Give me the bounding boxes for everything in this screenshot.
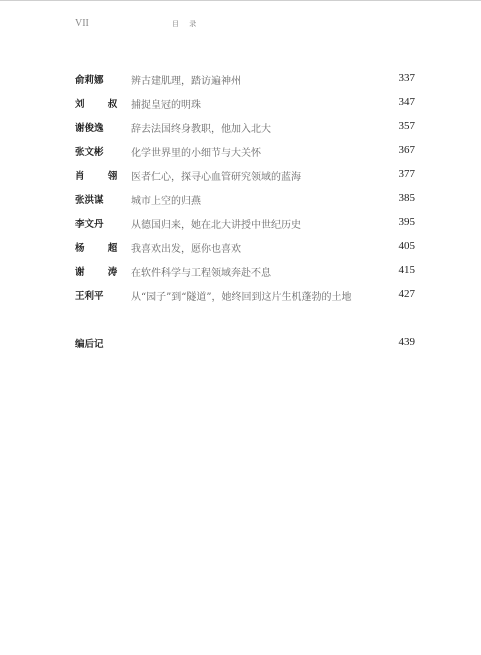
toc-page: 367 xyxy=(398,144,415,156)
toc-author: 刘 叔 xyxy=(75,99,128,110)
toc-entry xyxy=(75,118,415,142)
running-title: 目 录 xyxy=(172,20,201,28)
toc-title: 我喜欢出发，愿你也喜欢 xyxy=(131,244,241,255)
toc-page: 357 xyxy=(398,120,415,132)
toc-page: 377 xyxy=(398,168,415,180)
toc-entry xyxy=(75,286,415,310)
toc-title: 从“园子”到“隧道”，她终回到这片生机蓬勃的土地 xyxy=(131,292,352,303)
toc-author: 王利平 xyxy=(75,291,104,302)
toc-author: 杨 超 xyxy=(75,243,128,254)
toc-page: 415 xyxy=(398,264,415,276)
toc-title: 在软件科学与工程领域奔赴不息 xyxy=(131,268,271,279)
toc-entry xyxy=(75,94,415,118)
toc-author: 谢俊逸 xyxy=(75,123,104,134)
afterword-label: 编后记 xyxy=(75,339,104,350)
top-rule xyxy=(0,0,481,1)
toc-page: 385 xyxy=(398,192,415,204)
afterword-page: 439 xyxy=(398,336,415,348)
toc-page: 395 xyxy=(398,216,415,228)
toc-entry xyxy=(75,190,415,214)
toc-title: 化学世界里的小细节与大关怀 xyxy=(131,148,261,159)
toc-afterword xyxy=(75,336,415,352)
toc-title: 从德国归来，她在北大讲授中世纪历史 xyxy=(131,220,301,231)
toc-title: 捕捉皇冠的明珠 xyxy=(131,100,201,111)
page-number: VII xyxy=(75,18,89,29)
toc-page: 347 xyxy=(398,96,415,108)
toc-page: 337 xyxy=(398,72,415,84)
toc-title: 城市上空的归燕 xyxy=(131,196,201,207)
toc-title: 辨古建肌理，踏访遍神州 xyxy=(131,76,241,87)
toc-entry xyxy=(75,166,415,190)
toc-entry xyxy=(75,70,415,94)
toc-page: 405 xyxy=(398,240,415,252)
toc-author: 肖 翎 xyxy=(75,171,128,182)
toc-title: 医者仁心，探寻心血管研究领域的蓝海 xyxy=(131,172,301,183)
page-header xyxy=(75,18,415,32)
toc-entry xyxy=(75,262,415,286)
toc-author: 谢 涛 xyxy=(75,267,128,278)
toc-author: 李文丹 xyxy=(75,219,104,230)
toc-title: 辞去法国终身教职，他加入北大 xyxy=(131,124,271,135)
toc-entry xyxy=(75,142,415,166)
toc-author: 张文彬 xyxy=(75,147,104,158)
toc-entry xyxy=(75,214,415,238)
toc-page: 427 xyxy=(398,288,415,300)
toc-author: 张洪谋 xyxy=(75,195,104,206)
toc-entry xyxy=(75,238,415,262)
toc-author: 俞莉娜 xyxy=(75,75,104,86)
table-of-contents xyxy=(75,70,415,310)
